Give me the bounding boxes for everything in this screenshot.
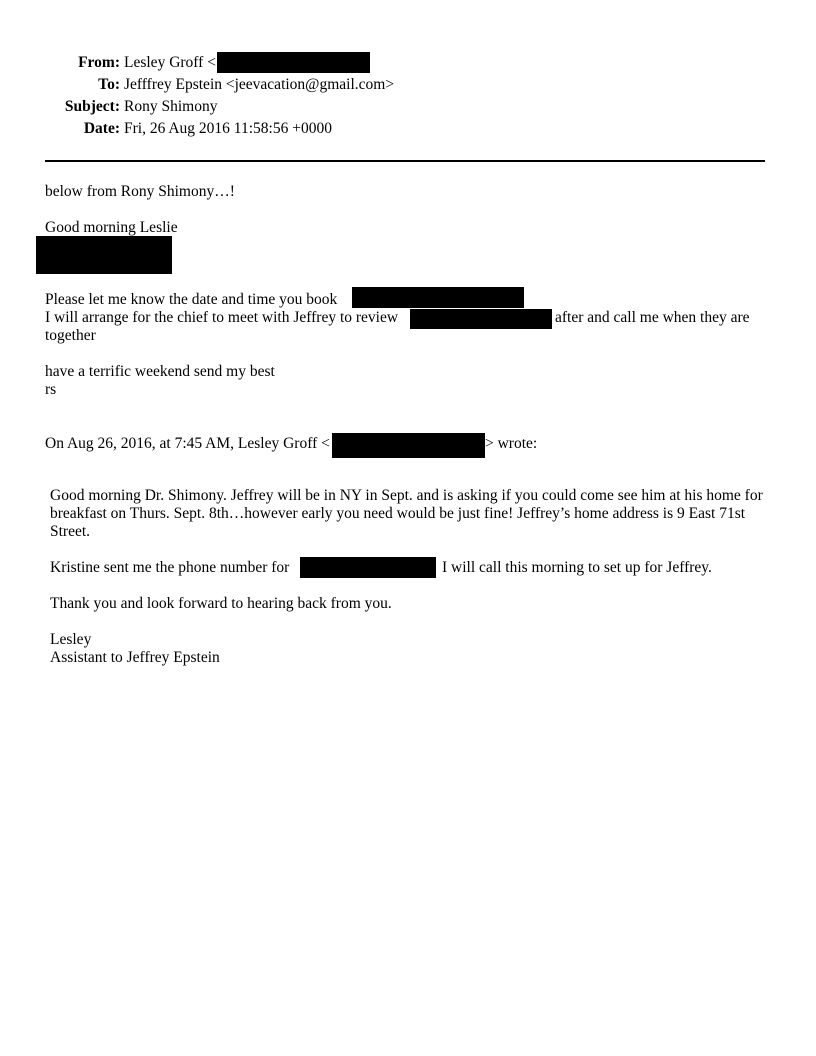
body-line-3: together — [45, 327, 96, 344]
from-label: From: — [78, 54, 120, 71]
redaction-box — [352, 287, 524, 308]
date-value: Fri, 26 Aug 2016 11:58:56 +0000 — [124, 120, 332, 137]
signature-name: Lesley — [50, 631, 92, 648]
body-line-2a: I will arrange for the chief to meet with Jeffrey to review — [45, 309, 399, 326]
redaction-box — [300, 557, 436, 578]
header-divider — [45, 160, 765, 162]
to-value: Jefffrey Epstein <jeevacation@gmail.com> — [124, 76, 395, 93]
date-label: Date: — [83, 120, 120, 137]
body-line-1: Please let me know the date and time you book — [45, 291, 338, 308]
quote-paragraph-2a: Kristine sent me the phone number for — [50, 559, 290, 576]
quote-paragraph-3: Thank you and look forward to hearing back from you. — [50, 595, 392, 612]
quote-attribution-a: On Aug 26, 2016, at 7:45 AM, Lesley Groff < — [45, 435, 330, 452]
redaction-box — [36, 236, 172, 274]
subject-value: Rony Shimony — [124, 98, 218, 115]
greeting-line: Good morning Leslie — [45, 219, 178, 236]
redaction-box — [332, 433, 485, 458]
from-value: Lesley Groff < — [124, 54, 216, 71]
quote-attribution-b: > wrote: — [485, 435, 538, 452]
quote-paragraph-1: Good morning Dr. Shimony. Jeffrey will be in NY in Sept. and is asking if you could come see him at his home for breakfast on Thurs. Sept. 8th…however early you need would be just fine! Jeffrey’s home address is 9 East 71st Street. — [50, 487, 763, 540]
redaction-box — [217, 52, 370, 73]
redaction-box — [410, 309, 552, 329]
body-line-2b: after and call me when they are — [555, 309, 750, 326]
signature-title: Assistant to Jeffrey Epstein — [50, 649, 220, 666]
quote-paragraph-2b: I will call this morning to set up for Jeffrey. — [442, 559, 712, 576]
closing-line-1: have a terrific weekend send my best — [45, 363, 275, 380]
subject-label: Subject: — [64, 98, 120, 115]
to-label: To: — [98, 76, 120, 93]
closing-line-2: rs — [45, 381, 57, 398]
intro-line: below from Rony Shimony…! — [45, 183, 235, 200]
